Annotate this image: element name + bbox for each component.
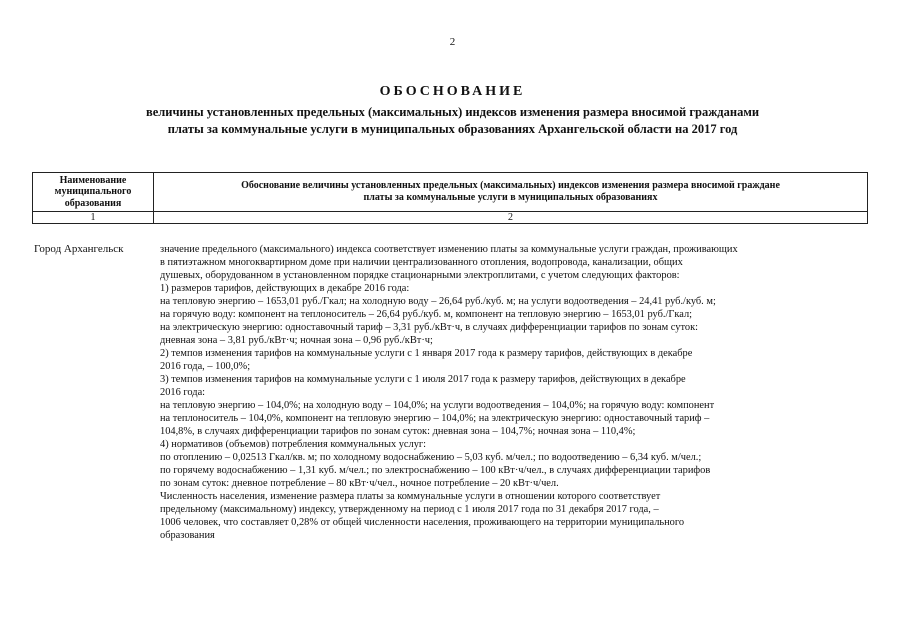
header-line: муниципального — [54, 186, 132, 198]
column-number-2: 2 — [154, 212, 868, 224]
column-header-justification — [154, 173, 868, 212]
text-line: 104,8%, в случаях дифференциации тарифов по зонам суток: дневная зона – 104,7%; ночная зона – 110,4%; — [160, 426, 636, 437]
text-line: 2) темпов изменения тарифов на коммунальные услуги с 1 января 2017 года к размеру тарифов, действующих в декабре — [160, 348, 693, 359]
text-line: 1) размеров тарифов, действующих в декабре 2016 года: — [160, 283, 410, 294]
header-line: образования — [64, 197, 122, 209]
municipality-name: Город Архангельск — [34, 243, 124, 255]
document-subtitle — [60, 104, 845, 138]
document-title: ОБОСНОВАНИЕ — [379, 84, 526, 99]
text-line: предельному (максимальному) индексу, утвержденному на период с 1 июля 2017 года по 31 декабря 2017 года, – — [160, 504, 659, 515]
column-number-1: 1 — [33, 212, 154, 224]
header-line: Наименование — [59, 174, 127, 186]
text-line: на горячую воду: компонент на теплоноситель – 26,64 руб./куб. м, компонент на тепловую энергию – 1653,01 руб./Гкал; — [160, 309, 693, 320]
page-number: 2 — [449, 36, 456, 48]
text-line: душевых, оборудованном в установленном порядке стационарными электроплитами, с учетом следующих факторов: — [160, 270, 680, 281]
header-line: Обоснование величины установленных предельных (максимальных) индексов изменения размера вносимой граждане — [241, 180, 780, 191]
text-line: 4) нормативов (объемов) потребления коммунальных услуг: — [160, 439, 427, 450]
header-line: платы за коммунальные услуги в муниципальных образованиях — [363, 192, 658, 203]
subtitle-line: платы за коммунальные услуги в муниципальных образованиях Архангельской области на 2017 год — [167, 122, 738, 136]
text-line: на тепловую энергию – 1653,01 руб./Гкал; на холодную воду – 26,64 руб./куб. м; на услуги водоотведения – 24,41 руб./куб. м; — [160, 296, 716, 307]
text-line: 2016 года, – 100,0%; — [160, 361, 251, 372]
text-line: Численность населения, изменение размера платы за коммунальные услуги в отношении которого соответствует — [160, 491, 661, 502]
header-table — [32, 172, 868, 224]
text-line: 2016 года: — [160, 387, 206, 398]
text-line: 3) темпов изменения тарифов на коммунальные услуги с 1 июля 2017 года к размеру тарифов, действующих в декабре — [160, 374, 686, 385]
table-number-row — [33, 212, 868, 224]
text-line: в пятиэтажном многоквартирном доме при наличии централизованного отопления, водопровода, канализации, общих — [160, 257, 683, 268]
text-line: по отоплению – 0,02513 Гкал/кв. м; по холодному водоснабжению – 5,03 куб. м/чел.; по водоотведению – 6,34 куб. м/чел.; — [160, 452, 702, 463]
text-line: на теплоноситель – 104,0%, компонент на тепловую энергию – 104,0%; на электрическую энергию: одноставочный тариф – — [160, 413, 710, 424]
text-line: по горячему водоснабжению – 1,31 куб. м/чел.; по электроснабжению – 100 кВт·ч/чел., в случаях дифференциации тарифов — [160, 465, 711, 476]
text-line: по зонам суток: дневное потребление – 80 кВт·ч/чел., ночное потребление – 20 кВт·ч/чел. — [160, 478, 559, 489]
column-header-municipality — [33, 173, 154, 212]
text-line: дневная зона – 3,81 руб./кВт·ч; ночная зона – 0,96 руб./кВт·ч; — [160, 335, 433, 346]
text-line: образования — [160, 530, 215, 541]
text-line: 1006 человек, что составляет 0,28% от общей численности населения, проживающего на территории муниципального — [160, 517, 685, 528]
text-line: на электрическую энергию: одноставочный тариф – 3,31 руб./кВт·ч, в случаях дифференциации тарифов по зонам суток: — [160, 322, 698, 333]
text-line: на тепловую энергию – 104,0%; на холодную воду – 104,0%; на услуги водоотведения – 104,0%; на горячую воду: компонент — [160, 400, 715, 411]
subtitle-line: величины установленных предельных (максимальных) индексов изменения размера вносимой гражданами — [145, 105, 760, 119]
table-header-row — [33, 173, 868, 212]
justification-text — [160, 243, 860, 542]
text-line: значение предельного (максимального) индекса соответствует изменению платы за коммунальные услуги граждан, проживающих — [160, 244, 738, 255]
